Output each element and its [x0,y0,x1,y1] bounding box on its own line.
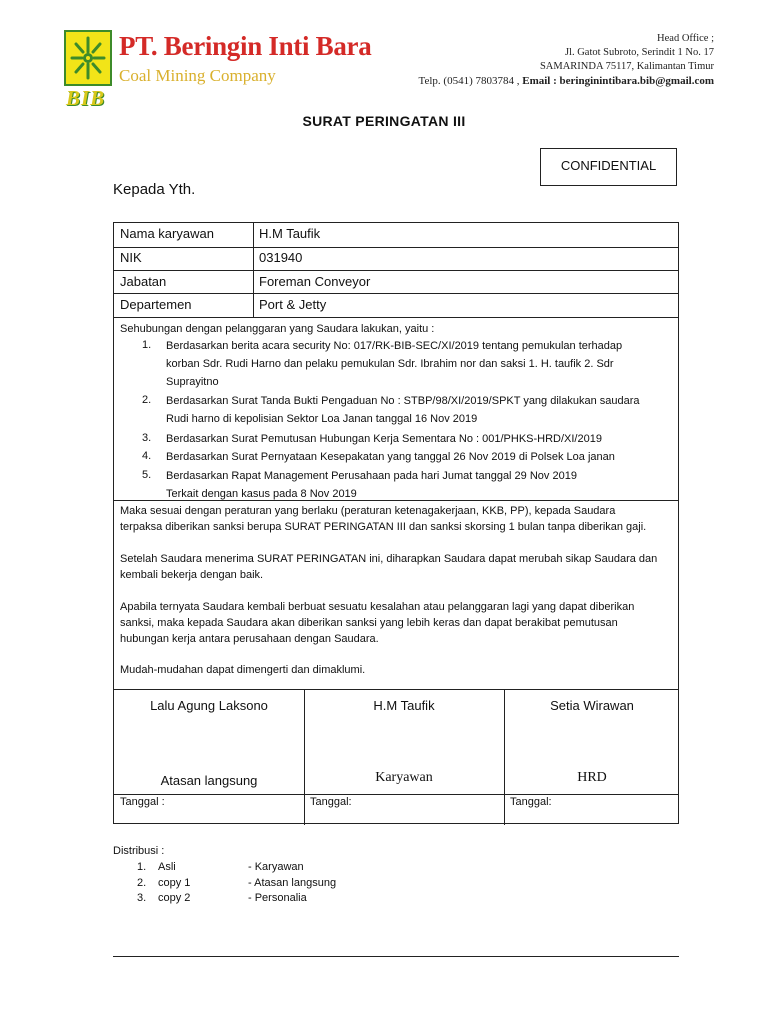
company-tagline: Coal Mining Company [119,66,276,85]
signatory-name-hrd: Setia Wirawan [550,698,634,713]
confidential-box: CONFIDENTIAL [540,148,677,186]
field-label-department: Departemen [120,297,192,312]
reason-text [166,392,640,428]
reason-line: Suprayitno [166,376,219,388]
distribution-number: 1. [137,861,147,873]
reason-text [166,448,615,466]
intro-text: Sehubungan dengan pelanggaran yang Saudara lakukan, yaitu : [120,323,435,335]
field-label-nik: NIK [120,250,142,265]
company-name: PT. Beringin Inti Bara [119,31,372,61]
distribution-copy: copy 2 [158,892,191,904]
column-divider [253,223,254,317]
reason-line: Berdasarkan Surat Tanda Bukti Pengaduan No : STBP/98/XI/2019/SPKT yang dilakukan saudara [166,395,640,407]
paragraph-line: hubungan kerja antara perusahaan dengan Saudara. [120,633,379,645]
distribution-number: 2. [137,877,147,889]
salutation: Kepada Yth. [113,181,196,198]
field-value-nik: 031940 [259,250,303,265]
office-label: Head Office ; [657,33,714,44]
signatory-role-employee: Karyawan [375,770,433,785]
reason-number: 4. [142,450,152,462]
reason-line: Berdasarkan Surat Pemutusan Hubungan Kerja Sementara No : 001/PHKS-HRD/XI/2019 [166,433,602,445]
company-logo [64,30,112,86]
date-label-supervisor: Tanggal : [120,796,165,808]
paragraph-line: kembali bekerja dengan baik. [120,569,264,581]
paragraph-sanction [120,503,672,535]
paragraph-line: Mudah-mudahan dapat dimengerti dan dimaklumi. [120,664,366,676]
field-value-name: H.M Taufik [259,226,321,241]
reason-text [166,430,602,448]
section-divider [114,500,678,501]
paragraph-line: Apabila ternyata Saudara kembali berbuat sesuatu kesalahan atau pelanggaran lagi yang dapat diberikan [120,601,635,613]
signatory-name-supervisor: Lalu Agung Laksono [150,698,268,713]
reason-number: 1. [142,339,152,351]
reason-line: Rudi harno di kepolisian Sektor Loa Janan tanggal 16 Nov 2019 [166,413,478,425]
row-divider [114,293,678,294]
email: Email : beringinintibara.bib@gmail.com [522,75,714,87]
section-divider [114,689,678,690]
field-label-position: Jabatan [120,274,167,289]
field-value-position: Foreman Conveyor [259,274,371,289]
footer-rule [113,956,679,957]
signatory-role-supervisor: Atasan langsung [160,773,258,788]
reason-number: 2. [142,394,152,406]
distribution-recipient: - Atasan langsung [248,877,337,889]
date-label-hrd: Tanggal: [510,796,552,808]
distribution-recipient: - Personalia [248,892,307,904]
date-label-employee: Tanggal: [310,796,352,808]
field-label-name: Nama karyawan [120,226,214,241]
office-address [419,32,714,88]
address-line-2: SAMARINDA 75117, Kalimantan Timur [539,61,714,72]
signatory-role-hrd: HRD [577,770,607,785]
row-divider [114,317,678,318]
reason-number: 3. [142,432,152,444]
reason-line: Terkait dengan kasus pada 8 Nov 2019 [166,488,357,500]
reason-line: Berdasarkan berita acara security No: 017/RK-BIB-SEC/XI/2019 tentang pemukulan terhadap [166,340,623,352]
paragraph-line: terpaksa diberikan sanksi berupa SURAT PERINGATAN III dan sanksi skorsing 1 bulan tanpa diberikan gaji. [120,521,647,533]
distribution-copy: Asli [158,861,176,873]
date-row-divider [114,794,678,795]
reason-text [166,467,577,503]
paragraph-line: Setelah Saudara menerima SURAT PERINGATAN ini, diharapkan Saudara dapat merubah sikap Saudara dan [120,553,658,565]
reason-number: 5. [142,469,152,481]
logo-initials: BIB [66,86,106,110]
flower-emblem-icon [66,32,110,84]
paragraph-line: Maka sesuai dengan peraturan yang berlaku (peraturan ketenagakerjaan, KKB, PP), kepada Saudara [120,505,616,517]
paragraph-line: sanksi, maka kepada Saudara akan diberikan sanksi yang lebih keras dan dapat berakibat pemutusan [120,617,618,629]
row-divider [114,270,678,271]
paragraph-warning [120,599,672,647]
paragraph-closing [120,662,672,678]
contact-line [419,74,714,88]
distribution-number: 3. [137,892,147,904]
letter-title: SURAT PERINGATAN III [302,113,466,129]
distribution-recipient: - Karyawan [248,861,304,873]
reason-line: Berdasarkan Surat Pernyataan Kesepakatan yang tanggal 26 Nov 2019 di Polsek Loa janan [166,451,615,463]
letter-table [113,222,679,824]
telephone: Telp. (0541) 7803784 , [418,75,520,87]
reason-text [166,337,622,391]
paragraph-expectation [120,551,672,583]
address-line-1: Jl. Gatot Subroto, Serindit 1 No. 17 [564,47,714,58]
distribution-label: Distribusi : [113,845,165,857]
field-value-department: Port & Jetty [259,297,327,312]
reason-line: korban Sdr. Rudi Harno dan pelaku pemukulan Sdr. Ibrahim nor dan saksi 1. H. taufik 2. Sdr [166,358,614,370]
distribution-copy: copy 1 [158,877,191,889]
signatory-name-employee: H.M Taufik [373,698,435,713]
reason-line: Berdasarkan Rapat Management Perusahaan pada hari Jumat tanggal 29 Nov 2019 [166,470,577,482]
row-divider [114,247,678,248]
